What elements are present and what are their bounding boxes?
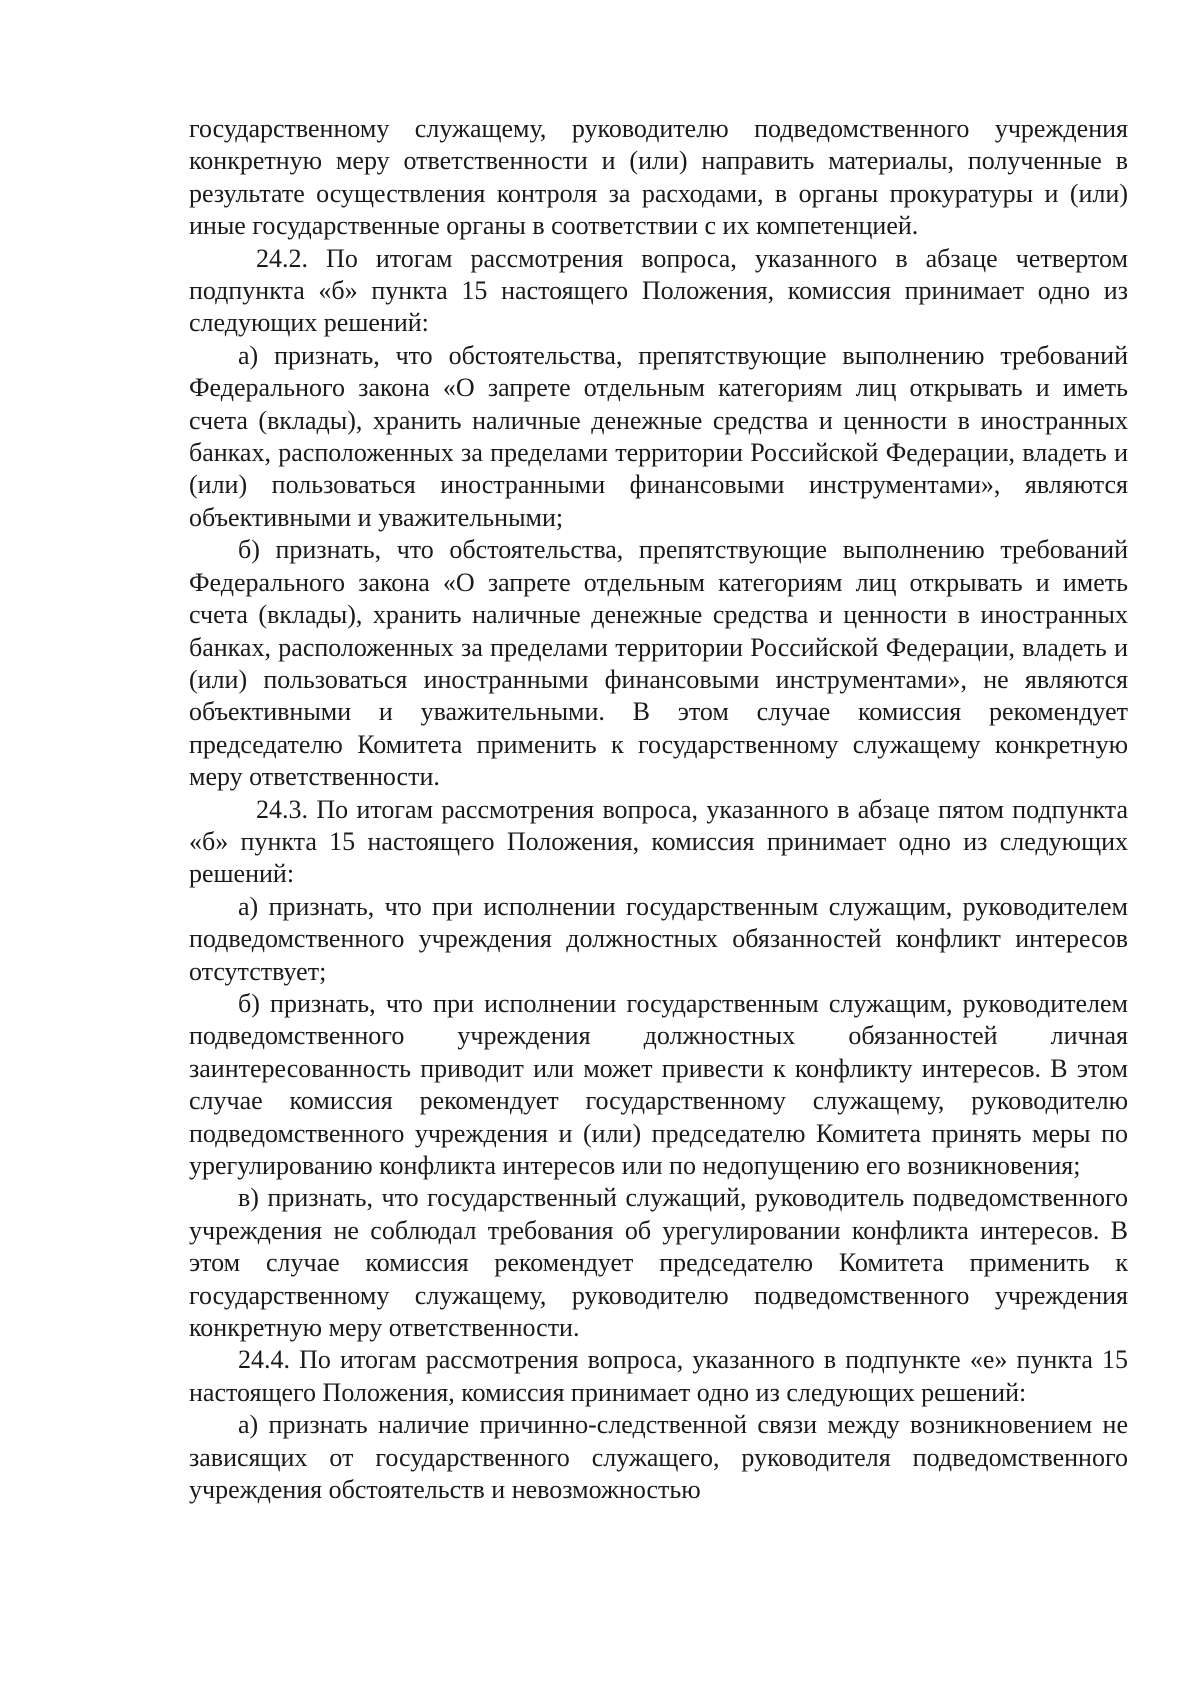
paragraph-24-2-b: б) признать, что обстоятельства, препятствующие выполнению требований Федерального закона «О запрете отдельным категориям лиц открывать и иметь счета (вклады), хранить наличные денежные средства и ценности в иностранных банках, расположенных за пределами территории Российской Федерации, владеть и (или) пользоваться иностранными финансовыми инструментами», не являются объективными и уважительными. В этом случае комиссия рекомендует председателю Комитета применить к государственному служащему конкретную меру ответственности. (189, 535, 1128, 792)
paragraph-24-4: 24.4. По итогам рассмотрения вопроса, указанного в подпункте «е» пункта 15 настоящего Положения, комиссия принимает одно из следующих решений: (189, 1345, 1128, 1407)
document-body (189, 113, 1128, 1506)
paragraph-24-3-v: в) признать, что государственный служащий, руководитель подведомственного учреждения не соблюдал требования об урегулировании конфликта интересов. В этом случае комиссия рекомендует председателю Комитета применить к государственному служащему, руководителю подведомственного учреждения конкретную меру ответственности. (189, 1183, 1128, 1343)
paragraph-24-2-a: а) признать, что обстоятельства, препятствующие выполнению требований Федерального закона «О запрете отдельным категориям лиц открывать и иметь счета (вклады), хранить наличные денежные средства и ценности в иностранных банках, расположенных за пределами территории Российской Федерации, владеть и (или) пользоваться иностранными финансовыми инструментами», являются объективными и уважительными; (189, 340, 1128, 532)
paragraph-24-3-a: а) признать, что при исполнении государственным служащим, руководителем подведомственного учреждения должностных обязанностей конфликт интересов отсутствует; (189, 891, 1128, 986)
paragraph-24-3-b: б) признать, что при исполнении государственным служащим, руководителем подведомственного учреждения должностных обязанностей личная заинтересованность приводит или может привести к конфликту интересов. В этом случае комиссия рекомендует государственному служащему, руководителю подведомственного учреждения и (или) председателю Комитета принять меры по урегулированию конфликта интересов или по недопущению его возникновения; (189, 988, 1128, 1180)
paragraph-24-4-a: а) признать наличие причинно-следственной связи между возникновением не зависящих от государственного служащего, руководителя подведомственного учреждения обстоятельств и невозможностью (189, 1410, 1128, 1505)
paragraph-24-3: 24.3. По итогам рассмотрения вопроса, указанного в абзаце пятом подпункта «б» пункта 15 настоящего Положения, комиссия принимает одно из следующих решений: (189, 794, 1128, 889)
paragraph-24-2: 24.2. По итогам рассмотрения вопроса, указанного в абзаце четвертом подпункта «б» пункта 15 настоящего Положения, комиссия принимает одно из следующих решений: (189, 243, 1128, 338)
paragraph-continuation: государственному служащему, руководителю подведомственного учреждения конкретную меру ответственности и (или) направить материалы, полученные в результате осуществления контроля за расходами, в органы прокуратуры и (или) иные государственные органы в соответствии с их компетенцией. (189, 114, 1128, 241)
